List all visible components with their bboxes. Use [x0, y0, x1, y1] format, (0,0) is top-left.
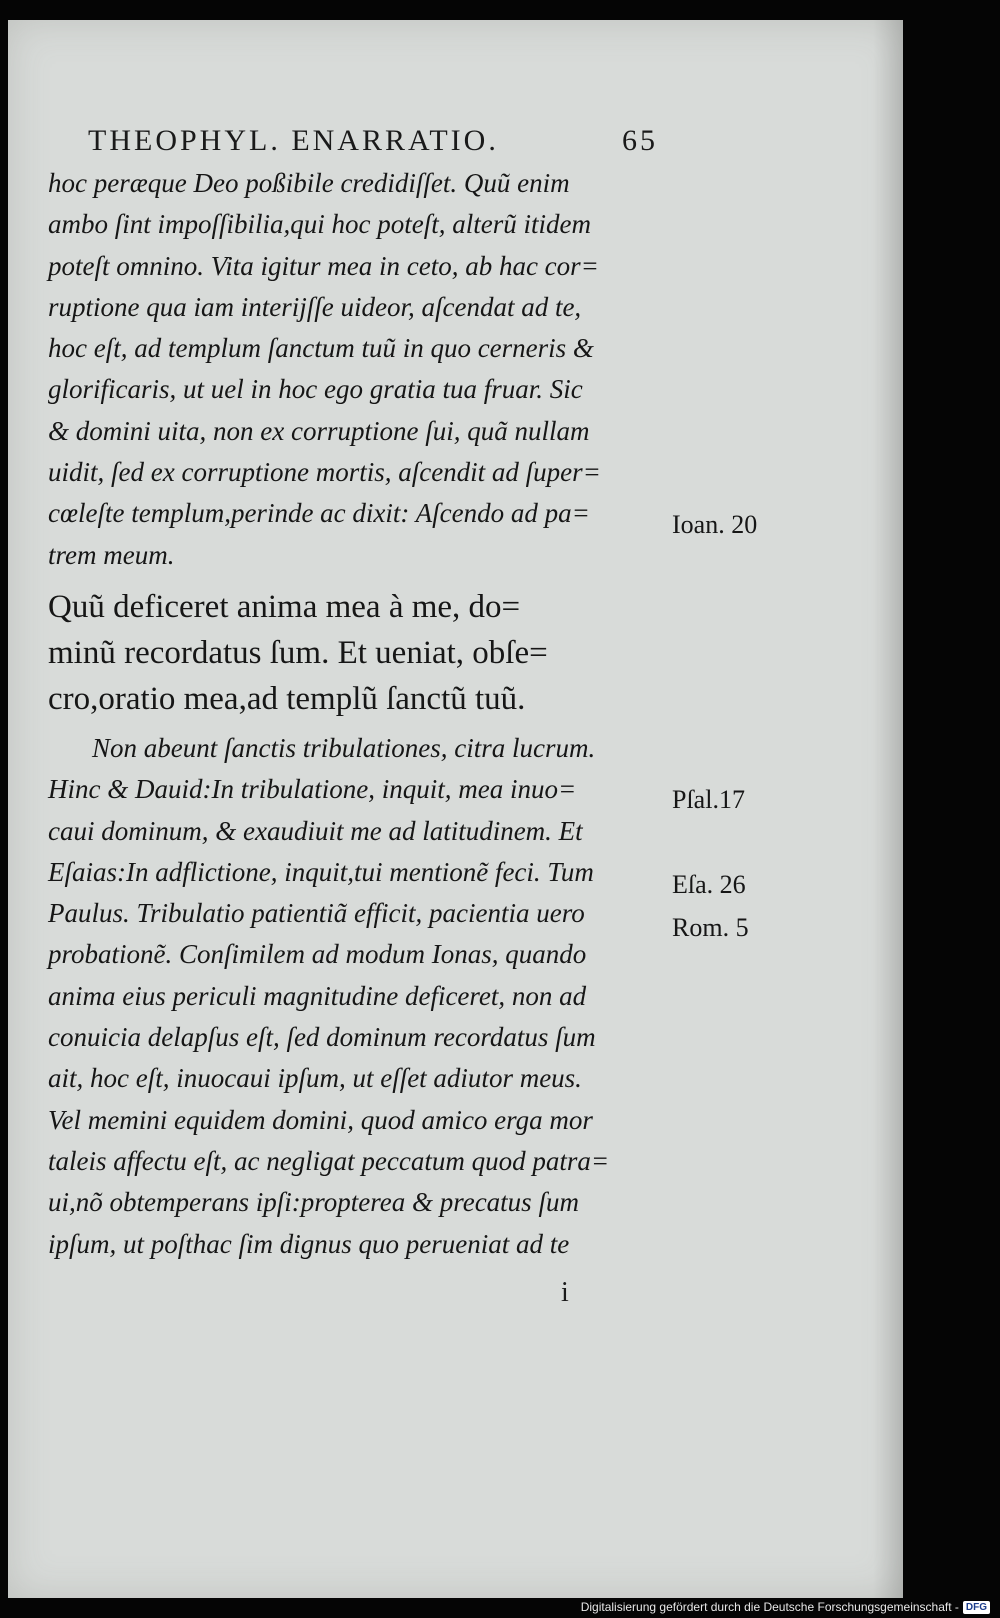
text-line: caui dominum, & exaudiuit me ad latitudinem. Et — [48, 815, 583, 846]
text-line: probationẽ. Conſimilem ad modum Ionas, quando — [48, 939, 587, 970]
text-line: ipſum, ut poſthac ſim dignus quo perueniat ad te — [48, 1228, 570, 1259]
margin-note-rom: Rom. 5 — [672, 913, 749, 942]
running-head — [88, 124, 658, 158]
margin-note-psal: Pſal.17 — [672, 785, 745, 814]
text-line: Paulus. Tribulatio patientiã efficit, pacientia uero — [48, 898, 585, 929]
text-line: Vel memini equidem domini, quod amico erga mor — [48, 1104, 593, 1135]
text-line: Non abeunt ſanctis tribulationes, citra lucrum. — [92, 732, 596, 763]
text-line: conuicia delapſus eſt, ſed dominum recordatus ſum — [48, 1022, 596, 1053]
margin-note-esa: Eſa. 26 — [672, 870, 746, 899]
text-line: trem meum. — [48, 539, 175, 570]
text-line: ait, hoc eſt, inuocaui ipſum, ut eſſet adiutor meus. — [48, 1063, 582, 1094]
margin-note-ioan: Ioan. 20 — [672, 510, 758, 539]
running-head-title: THEOPHYL. ENARRATIO. — [88, 124, 499, 157]
commentary-paragraph-1 — [48, 163, 668, 576]
signature-mark: i — [561, 1277, 569, 1308]
text-line: cœleſte templum,perinde ac dixit: Aſcendo ad pa= — [48, 498, 590, 529]
text-line: ruptione qua iam interijſſe uideor, aſcendat ad te, — [48, 291, 582, 322]
digitization-footer — [581, 1600, 990, 1614]
text-line: taleis affectu eſt, ac negligat peccatum quod patra= — [48, 1145, 610, 1176]
text-line: anima eius periculi magnitudine deficeret, non ad — [48, 980, 587, 1011]
text-line: poteſt omnino. Vita igitur mea in ceto, ab hac cor= — [48, 250, 599, 281]
lemma-line: cro,oratio mea,ad templũ ſanctũ tuũ. — [48, 680, 526, 717]
text-line: & domini uita, non ex corruptione ſui, quã nullam — [48, 415, 590, 446]
commentary-paragraph-2 — [48, 728, 668, 1265]
dfg-logo-icon: DFG — [963, 1601, 990, 1614]
text-line: ui,nõ obtemperans ipſi:propterea & precatus ſum — [48, 1187, 579, 1218]
text-line: hoc eſt, ad templum ſanctum tuũ in quo cerneris & — [48, 333, 594, 364]
lemma-line: minũ recordatus ſum. Et ueniat, obſe= — [48, 634, 548, 671]
text-line: Eſaias:In adflictione, inquit,tui mentionẽ feci. Tum — [48, 856, 594, 887]
main-text-block — [48, 163, 668, 1265]
lemma-line: Quũ deficeret anima mea à me, do= — [48, 588, 521, 625]
footer-credit: Digitalisierung gefördert durch die Deutsche Forschungsgemeinschaft - — [580, 1600, 959, 1614]
scripture-lemma — [48, 584, 668, 722]
text-line: ambo ſint impoſſibilia,qui hoc poteſt, alterũ itidem — [48, 209, 591, 240]
text-line: hoc peræque Deo poßibile credidiſſet. Quũ enim — [48, 168, 570, 198]
text-line: uidit, ſed ex corruptione mortis, aſcendit ad ſuper= — [48, 457, 601, 488]
text-line: Hinc & Dauid:In tribulatione, inquit, mea inuo= — [48, 774, 577, 805]
text-line: glorificaris, ut uel in hoc ego gratia tua fruar. Sic — [48, 374, 583, 405]
book-page — [8, 20, 903, 1598]
page-number: 65 — [622, 124, 658, 157]
